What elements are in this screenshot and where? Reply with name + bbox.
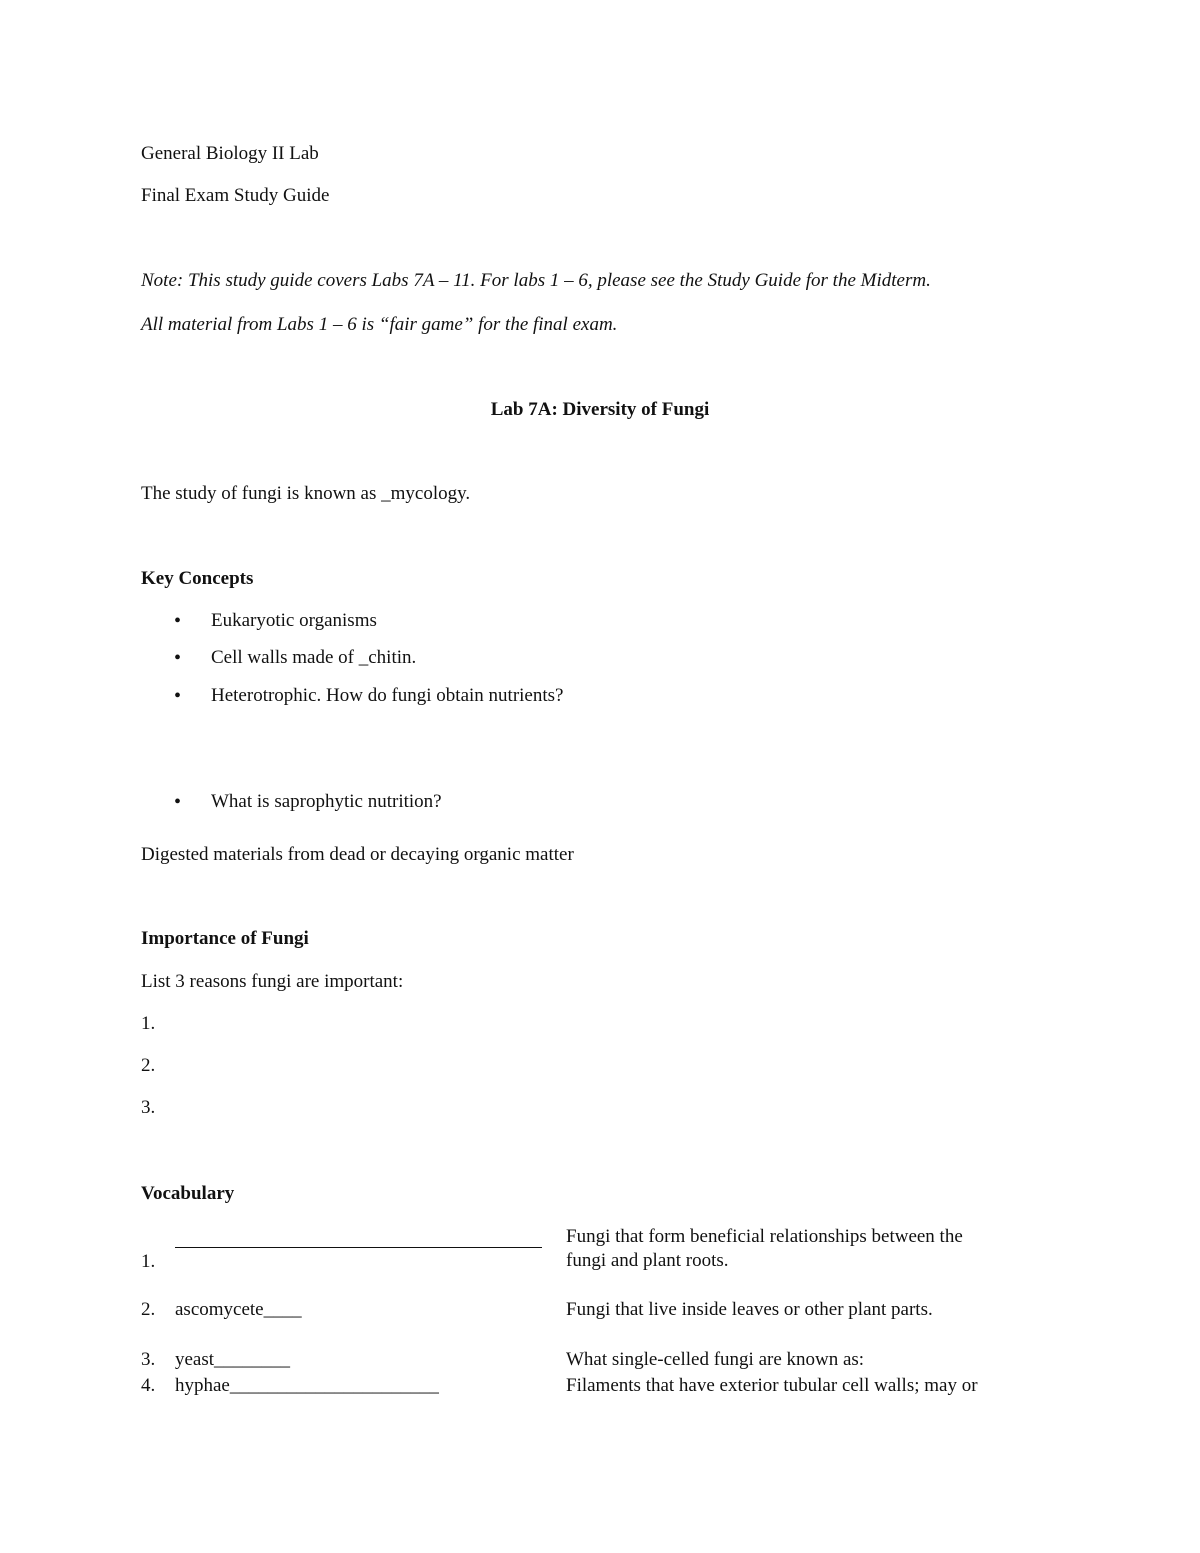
vocab-number: 3. [141,1349,156,1370]
vocab-definition: Filaments that have exterior tubular cell walls; may or [566,1375,978,1396]
vocab-number: 4. [141,1375,156,1396]
lab-title: Lab 7A: Diversity of Fungi [490,399,710,420]
vocab-definition: What single-celled fungi are known as: [566,1349,865,1370]
importance-number-3: 3. [141,1097,156,1118]
list-item-text: Heterotrophic. How do fungi obtain nutrients? [211,685,564,706]
answer-blank-line [175,1247,542,1248]
vocabulary-heading: Vocabulary [141,1183,235,1204]
importance-number-2: 2. [141,1055,156,1076]
vocab-term: yeast________ [175,1349,291,1370]
bullet-icon: • [174,791,182,813]
study-of-fungi-text: The study of fungi is known as _mycology. [141,483,471,504]
vocab-definition: Fungi that form beneficial relationships between the [566,1226,963,1247]
list-item-text: Eukaryotic organisms [211,610,377,631]
bullet-icon: • [174,647,182,669]
list-item-text: What is saprophytic nutrition? [211,791,442,812]
vocab-number: 2. [141,1299,156,1320]
importance-number-1: 1. [141,1013,156,1034]
saprophytic-answer: Digested materials from dead or decaying organic matter [141,844,574,865]
vocab-definition: Fungi that live inside leaves or other plant parts. [566,1299,933,1320]
bullet-icon: • [174,610,182,632]
vocab-definition-continued: fungi and plant roots. [566,1250,729,1271]
bullet-icon: • [174,685,182,707]
vocab-term: ascomycete____ [175,1299,302,1320]
vocab-number: 1. [141,1251,156,1272]
importance-heading: Importance of Fungi [141,928,309,949]
key-concepts-heading: Key Concepts [141,568,254,589]
vocab-term: hyphae______________________ [175,1375,439,1396]
note-line-1: Note: This study guide covers Labs 7A – 11. For labs 1 – 6, please see the Study Guide for the Midterm. [141,270,931,291]
course-title: General Biology II Lab [141,143,319,164]
note-line-2: All material from Labs 1 – 6 is “fair game” for the final exam. [141,314,618,335]
list-item-text: Cell walls made of _chitin. [211,647,417,668]
importance-prompt: List 3 reasons fungi are important: [141,971,404,992]
document-title: Final Exam Study Guide [141,185,330,206]
